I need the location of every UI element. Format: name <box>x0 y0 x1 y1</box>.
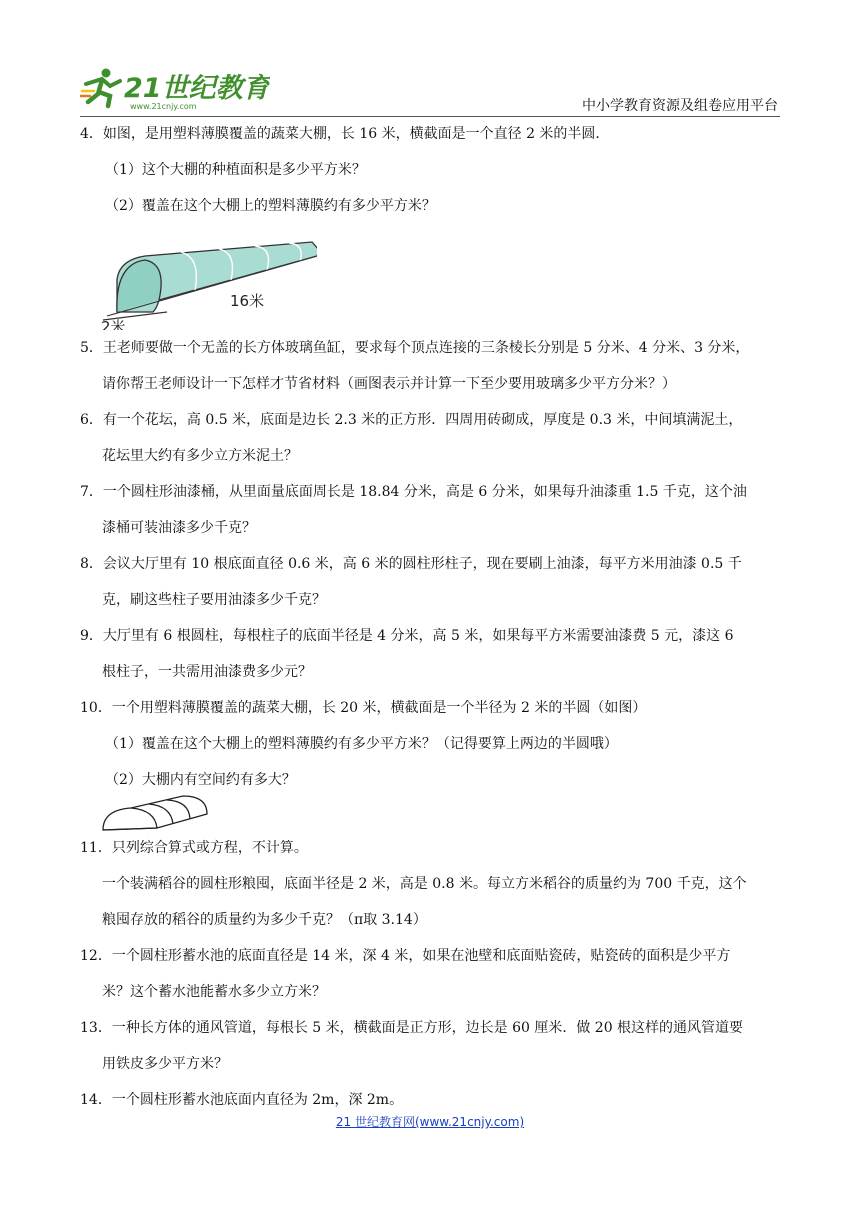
question-text: 用铁皮多少平方米？ <box>102 1056 228 1072</box>
question-text: 5．王老师要做一个无盖的长方体玻璃鱼缸，要求每个顶点连接的三条棱长分别是 5 分米、4 分米、3 分米， <box>80 340 750 356</box>
platform-name: 中小学教育资源及组卷应用平台 <box>582 98 778 114</box>
question-text: 根柱子，一共需用油漆费多少元？ <box>102 664 312 680</box>
width-label: 2米 <box>101 318 126 330</box>
question-14 <box>80 1090 784 1110</box>
length-label: 16米 <box>230 292 265 310</box>
question-text: 11．只列综合算式或方程，不计算。 <box>80 840 308 856</box>
logo <box>80 64 270 112</box>
question-text: 粮囤存放的稻谷的质量约为多少千克？（π取 3.14） <box>102 912 427 928</box>
question-12 <box>80 946 784 1002</box>
question-text: 7．一个圆柱形油漆桶，从里面量底面周长是 18.84 分米，高是 6 分米，如果每升油漆重 1.5 千克，这个油 <box>80 484 747 500</box>
footer-link[interactable]: 21 世纪教育网(www.21cnjy.com) <box>335 1115 525 1129</box>
question-text: 一个装满稻谷的圆柱形粮囤，底面半径是 2 米，高是 0.8 米。每立方米稻谷的质量约为 700 千克，这个 <box>102 876 747 892</box>
question-11 <box>80 838 784 930</box>
question-8 <box>80 554 784 610</box>
question-text: 8．会议大厅里有 10 根底面直径 0.6 米，高 6 米的圆柱形柱子，现在要刷上油漆，每平方米用油漆 0.5 千 <box>80 556 742 572</box>
logo-text: 21世纪教育 <box>124 73 270 104</box>
question-5 <box>80 338 784 394</box>
greenhouse-outline-figure <box>101 792 211 834</box>
logo-url: www.21cnjy.com <box>130 102 197 111</box>
question-7 <box>80 482 784 538</box>
question-9 <box>80 626 784 682</box>
question-text: 漆桶可装油漆多少千克？ <box>102 520 256 536</box>
question-text: 花坛里大约有多少立方米泥土？ <box>102 448 298 464</box>
question-text: 10．一个用塑料薄膜覆盖的蔬菜大棚，长 20 米，横截面是一个半径为 2 米的半圆（如图） <box>80 700 647 716</box>
question-text: 6．有一个花坛，高 0.5 米，底面是边长 2.3 米的正方形．四周用砖砌成，厚度是 0.3 米，中间填满泥土， <box>80 412 743 428</box>
page-header <box>80 64 780 118</box>
question-text: 4．如图，是用塑料薄膜覆盖的蔬菜大棚，长 16 米，横截面是一个直径 2 米的半圆． <box>80 126 610 142</box>
logo-graphic <box>80 64 270 112</box>
question-list <box>80 124 784 1110</box>
sub-question: （1）覆盖在这个大棚上的塑料薄膜约有多少平方米？（记得要算上两边的半圆哦） <box>105 736 618 752</box>
question-6 <box>80 410 784 466</box>
question-text: 14．一个圆柱形蓄水池底面内直径为 2m，深 2m。 <box>80 1092 404 1108</box>
question-4 <box>80 124 784 330</box>
greenhouse-figure <box>97 220 317 330</box>
question-text: 米？这个蓄水池能蓄水多少立方米？ <box>102 984 326 1000</box>
sub-question: （2）大棚内有空间约有多大？ <box>105 772 296 788</box>
question-text: 12．一个圆柱形蓄水池的底面直径是 14 米，深 4 米，如果在池壁和底面贴瓷砖，贴瓷砖的面积是少平方 <box>80 948 731 964</box>
question-text: 13．一种长方体的通风管道，每根长 5 米，横截面是正方形，边长是 60 厘米．做 20 根这样的通风管道要 <box>80 1020 744 1036</box>
page-footer <box>0 1113 860 1130</box>
question-text: 9．大厅里有 6 根圆柱，每根柱子的底面半径是 4 分米，高 5 米，如果每平方米需要油漆费 5 元，漆这 6 <box>80 628 734 644</box>
header-divider <box>80 116 780 117</box>
sub-question: （2）覆盖在这个大棚上的塑料薄膜约有多少平方米？ <box>105 198 436 214</box>
question-13 <box>80 1018 784 1074</box>
question-text: 请你帮王老师设计一下怎样才节省材料（画图表示并计算一下至少要用玻璃多少平方分米？） <box>102 376 676 392</box>
sub-question: （1）这个大棚的种植面积是多少平方米？ <box>105 162 366 178</box>
question-10 <box>80 698 784 834</box>
question-text: 克，刷这些柱子要用油漆多少千克？ <box>102 592 326 608</box>
